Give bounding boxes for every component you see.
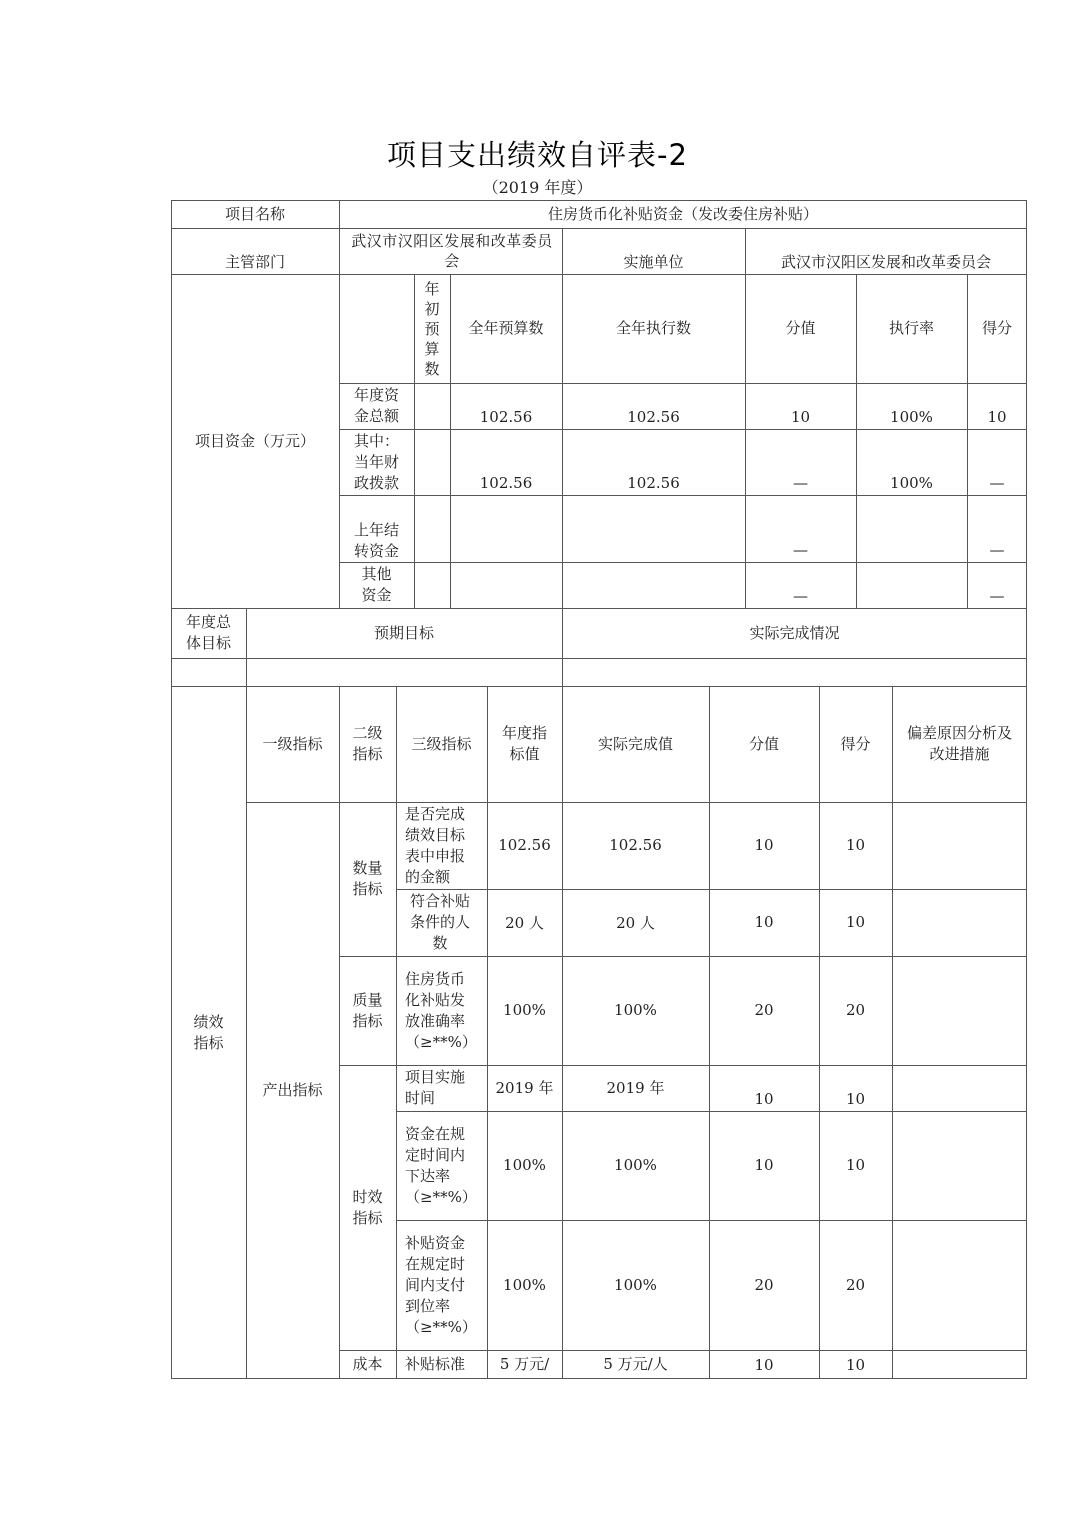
header-level3: 三级指标	[411, 734, 472, 753]
indicator-name: 是否完成绩效目标表中申报的金额	[405, 804, 466, 886]
fund-row-rate: 100%	[890, 408, 933, 426]
fund-row-label: 上年结转资金	[353, 521, 399, 560]
indicator-target: 100%	[503, 1156, 546, 1174]
indicator-name: 补贴标准	[405, 1355, 466, 1373]
project-name-label: 项目名称	[224, 204, 285, 223]
indicator-analysis	[892, 1220, 1027, 1350]
category-cost: 成本	[352, 1355, 383, 1373]
fund-row-initial	[414, 383, 450, 429]
fund-row-initial	[414, 429, 450, 495]
goals-label: 年度总体目标	[185, 613, 231, 652]
fund-row-value: —	[793, 474, 808, 492]
report-year: （2019 年度）	[482, 178, 593, 197]
fund-row-rate: 100%	[890, 474, 933, 492]
fund-row-initial	[414, 562, 450, 608]
goals-expected-header: 预期目标	[373, 623, 434, 642]
impl-label: 实施单位	[623, 253, 684, 271]
fund-row-exec	[562, 495, 745, 562]
indicators-section-label: 绩效指标	[193, 1012, 224, 1052]
indicator-value: 10	[754, 1156, 774, 1174]
fund-row-rate	[856, 495, 967, 562]
indicator-analysis	[892, 956, 1027, 1065]
indicator-value: 10	[754, 836, 774, 854]
funds-section-label: 项目资金（万元）	[194, 431, 315, 450]
indicator-score: 20	[845, 1001, 866, 1019]
header-full-exec: 全年执行数	[615, 319, 691, 337]
indicator-score: 20	[845, 1275, 866, 1294]
fund-row-score: —	[989, 474, 1005, 492]
header-target: 年度指标值	[501, 724, 547, 763]
fund-row-budget: 102.56	[479, 408, 533, 426]
fund-row-budget	[450, 562, 562, 608]
indicator-actual: 100%	[614, 1001, 657, 1019]
indicator-name: 符合补贴条件的人数	[409, 892, 470, 952]
fund-row-score: —	[989, 587, 1005, 605]
indicator-analysis	[892, 1350, 1027, 1379]
indicator-actual: 100%	[614, 1156, 657, 1174]
indicator-actual: 2019 年	[606, 1078, 665, 1097]
fund-row-exec	[562, 562, 745, 608]
indicator-actual: 100%	[614, 1275, 657, 1294]
indicator-value: 20	[754, 1275, 774, 1294]
header-level2: 二级指标	[352, 724, 383, 763]
fund-row-score: —	[989, 541, 1005, 559]
goals-actual-value	[562, 658, 1027, 686]
fund-row-value: 10	[790, 408, 811, 426]
indicator-value: 20	[754, 1001, 774, 1019]
fund-row-budget: 102.56	[479, 474, 533, 492]
project-name-value: 住房货币化补贴资金（发改委住房补贴）	[547, 204, 818, 223]
header-initial-budget: 年初预算数	[424, 279, 440, 378]
category-quality: 质量指标	[352, 990, 383, 1030]
page-title: 项目支出绩效自评表-2	[387, 138, 688, 172]
indicator-target: 5 万元/	[499, 1355, 550, 1373]
header-score: 得分	[981, 319, 1012, 337]
fund-row-value: —	[793, 587, 808, 605]
dept-value: 武汉市汉阳区发展和改革委员会	[351, 232, 553, 270]
level1-output: 产出指标	[262, 1081, 323, 1099]
indicator-actual: 102.56	[609, 836, 662, 854]
indicator-name: 资金在规定时间内下达率（≥**%）	[405, 1124, 477, 1206]
indicator-score: 10	[845, 913, 866, 931]
goals-actual-header: 实际完成情况	[749, 623, 840, 642]
header-score: 得分	[840, 734, 871, 753]
header-exec-rate: 执行率	[888, 319, 934, 337]
indicator-actual: 20 人	[616, 914, 655, 932]
indicator-score: 10	[845, 836, 866, 854]
indicator-score: 10	[845, 1356, 866, 1374]
fund-row-label: 其他资金	[361, 565, 392, 604]
indicator-name: 项目实施时间	[405, 1068, 466, 1107]
goals-expected-value	[246, 658, 562, 686]
header-value: 分值	[748, 734, 779, 753]
fund-row-score: 10	[987, 408, 1007, 426]
indicator-score: 10	[845, 1090, 866, 1108]
header-level1: 一级指标	[262, 734, 323, 753]
indicator-analysis	[892, 802, 1027, 889]
indicator-analysis	[892, 1111, 1027, 1220]
fund-row-label: 其中：当年财政拨款	[353, 431, 399, 492]
indicator-name: 住房货币化补贴发放准确率（≥**%）	[405, 969, 477, 1051]
fund-row-exec: 102.56	[627, 474, 680, 492]
fund-row-value: —	[793, 541, 808, 559]
indicator-value: 10	[754, 1356, 774, 1374]
indicator-target: 100%	[503, 1275, 546, 1294]
dept-label: 主管部门	[224, 253, 285, 271]
indicator-target: 100%	[503, 1001, 546, 1019]
indicator-value: 10	[754, 1090, 774, 1108]
indicator-target: 20 人	[505, 914, 544, 932]
fund-row-budget	[450, 495, 562, 562]
category-timeliness: 时效指标	[352, 1187, 383, 1227]
impl-value: 武汉市汉阳区发展和改革委员会	[780, 253, 991, 271]
indicator-name: 补贴资金在规定时间内支付到位率（≥**%）	[405, 1233, 477, 1336]
header-full-budget: 全年预算数	[468, 319, 544, 337]
indicator-actual: 5 万元/人	[603, 1355, 668, 1373]
header-analysis: 偏差原因分析及改进措施	[906, 724, 1012, 763]
indicator-target: 102.56	[498, 836, 551, 854]
header-score-value: 分值	[785, 319, 816, 337]
fund-row-rate	[856, 562, 967, 608]
indicator-value: 10	[754, 913, 774, 931]
indicator-target: 2019 年	[495, 1078, 554, 1097]
fund-row-exec: 102.56	[627, 408, 680, 426]
fund-row-initial	[414, 495, 450, 562]
header-actual: 实际完成值	[597, 734, 673, 753]
fund-row-label: 年度资金总额	[353, 386, 399, 425]
indicator-analysis	[892, 889, 1027, 956]
indicator-analysis	[892, 1065, 1027, 1111]
category-quantity: 数量指标	[352, 859, 383, 898]
indicator-score: 10	[845, 1156, 866, 1174]
